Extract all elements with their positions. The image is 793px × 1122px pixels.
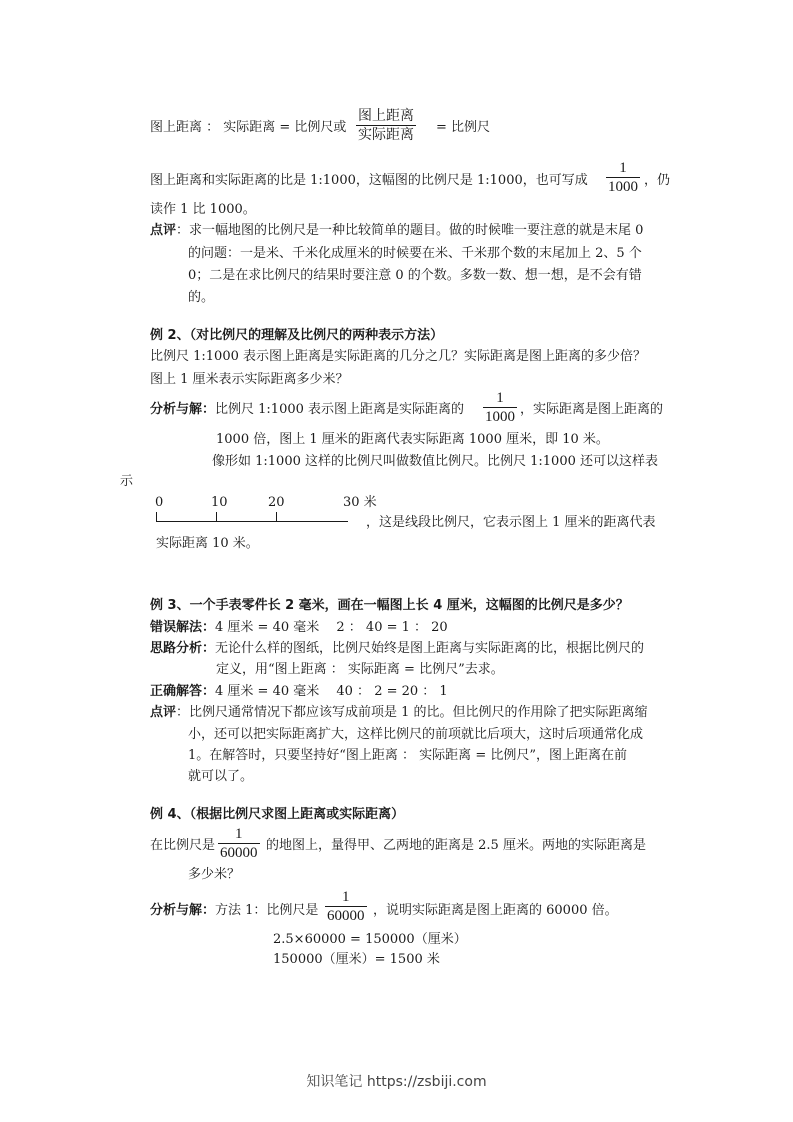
fraction-numerator: 图上距离: [358, 108, 414, 124]
example4-analysis-line1-end: ，说明实际距离是图上距离的 60000 倍。: [373, 903, 618, 918]
think-label: 思路分析：: [150, 641, 216, 656]
fraction-numerator: 1: [235, 826, 243, 842]
scale-tick: [156, 512, 157, 522]
comment1-line1: 点评：求一幅地图的比例尺是一种比较简单的题目。做的时候唯一要注意的就是末尾 0: [150, 223, 644, 238]
example4-title: 例 4、（根据比例尺求图上距离或实际距离）: [150, 807, 405, 822]
fraction-denominator: 1000: [608, 179, 638, 195]
comment1-line2: 的问题：一是米、千米化成厘米的时候要在米、千米那个数的末尾加上 2、5 个: [188, 246, 642, 261]
scale-tick: [216, 512, 217, 522]
fraction-denominator: 实际距离: [358, 127, 414, 143]
example3-comment-line4: 就可以了。: [188, 769, 254, 784]
fraction-numerator: 1: [342, 889, 350, 905]
example2-question-line2: 图上 1 厘米表示实际距离多少米？: [150, 372, 349, 387]
right-label: 正确解答：: [150, 684, 216, 699]
para1-line1: 图上距离和实际距离的比是 1:1000，这幅图的比例尺是 1:1000，也可写成: [150, 173, 588, 188]
example4-fraction: [218, 825, 260, 862]
example2-question-line1: 比例尺 1:1000 表示图上距离是实际距离的几分之几？实际距离是图上距离的多少倍？: [150, 349, 647, 364]
fraction-numerator: 1: [619, 160, 627, 176]
comment1-line4: 的。: [188, 290, 215, 305]
example3-wrong: 错误解法：4 厘米 = 40 毫米 2 ： 40 = 1 ： 20: [150, 620, 448, 635]
example4-question-line1-end: 的地图上，量得甲、乙两地的距离是 2.5 厘米。两地的实际距离是: [266, 838, 646, 853]
example2-analysis-line2: 1000 倍，图上 1 厘米的距离代表实际距离 1000 厘米，即 10 米。: [216, 432, 609, 447]
scale-label-30m: 30 米: [343, 495, 377, 510]
page-footer-watermark: 知识笔记 https://zsbiji.com: [306, 1074, 487, 1090]
example2-analysis-wrap: 示: [120, 474, 134, 489]
para1-fraction: [606, 159, 640, 196]
scale-tick: [276, 512, 277, 522]
analysis-label: 分析与解：: [150, 903, 216, 918]
example2-fraction: [483, 389, 517, 426]
fraction-denominator: 60000: [327, 908, 365, 924]
example2-analysis-line5: 实际距离 10 米。: [156, 536, 259, 551]
comment1-line3: 0；二是在求比例尺的结果时要注意 0 的个数。多数一数、想一想，是不会有错: [188, 268, 642, 283]
example4-question-line1: 在比例尺是: [150, 838, 216, 853]
fraction-denominator: 60000: [220, 845, 258, 861]
example4-calc-line1: 2.5×60000 = 150000（厘米）: [273, 932, 467, 947]
comment-label: 点评: [150, 223, 177, 238]
scale-label-0: 0: [155, 495, 164, 510]
example2-analysis-line1-end: ，实际距离是图上距离的: [520, 402, 664, 417]
example4-method-fraction: [325, 888, 367, 925]
formula-fraction: [356, 107, 416, 144]
scale-label-20: 20: [268, 495, 285, 510]
para1-line2: 读作 1 比 1000。: [150, 202, 256, 217]
wrong-label: 错误解法：: [150, 620, 216, 635]
para1-line1-end: ，仍: [644, 173, 671, 188]
example4-analysis-line1: 分析与解：方法 1：比例尺是: [150, 903, 319, 918]
fraction-denominator: 1000: [485, 409, 515, 425]
scale-baseline: [156, 512, 348, 522]
formula-right: = 比例尺: [436, 120, 491, 135]
formula-left: 图上距离 ： 实际距离 = 比例尺或: [150, 120, 347, 135]
example3-think-line1: 思路分析：无论什么样的图纸，比例尺始终是图上距离与实际距离的比，根据比例尺的: [150, 641, 645, 656]
example2-analysis-line4: ，这是线段比例尺，它表示图上 1 厘米的距离代表: [366, 515, 656, 530]
example2-analysis-line3: 像形如 1:1000 这样的比例尺叫做数值比例尺。比例尺 1:1000 还可以这样表: [212, 454, 658, 469]
example3-comment-line3: 1。在解答时，只要坚持好“图上距离 ： 实际距离 = 比例尺”，图上距离在前: [188, 748, 627, 763]
example3-right: 正确解答：4 厘米 = 40 毫米 40 ： 2 = 20 ： 1: [150, 684, 448, 699]
comment-label: 点评: [150, 705, 177, 720]
example3-comment-line1: 点评：比例尺通常情况下都应该写成前项是 1 的比。但比例尺的作用除了把实际距离缩: [150, 705, 648, 720]
example3-think-line2: 定义，用“图上距离 ： 实际距离 = 比例尺”去求。: [216, 662, 504, 677]
fraction-numerator: 1: [496, 390, 504, 406]
example3-title: 例 3、一个手表零件长 2 毫米，画在一幅图上长 4 厘米，这幅图的比例尺是多少？: [150, 598, 629, 613]
example2-title: 例 2、（对比例尺的理解及比例尺的两种表示方法）: [150, 328, 444, 343]
example3-comment-line2: 小，还可以把实际距离扩大，这样比例尺的前项就比后项大，这时后项通常化成: [188, 727, 644, 742]
example2-analysis-line1: 分析与解：比例尺 1:1000 表示图上距离是实际距离的: [150, 402, 465, 417]
analysis-label: 分析与解：: [150, 402, 216, 417]
example4-question-line2: 多少米？: [188, 867, 241, 882]
example4-calc-line2: 150000（厘米）= 1500 米: [273, 952, 440, 967]
scale-label-10: 10: [211, 495, 228, 510]
